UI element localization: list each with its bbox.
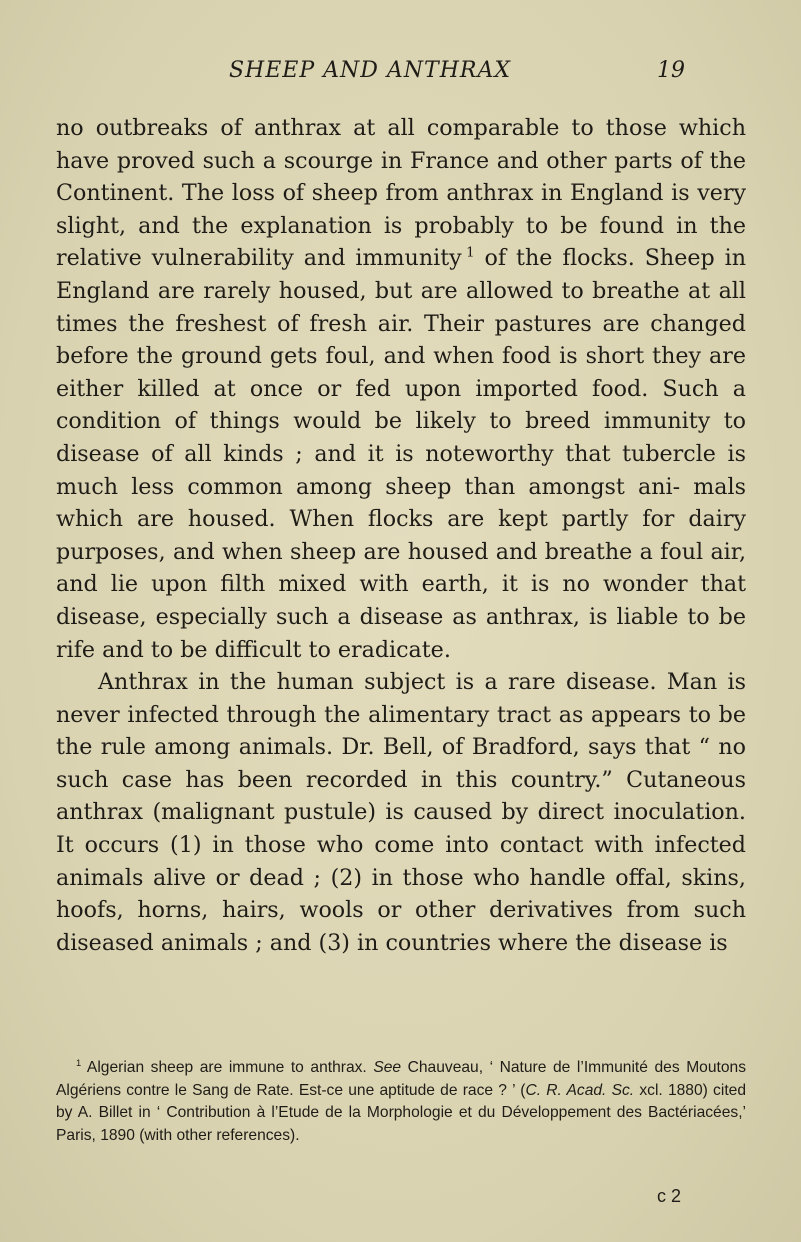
footnote-journal: C. R. Acad. Sc.: [525, 1081, 635, 1099]
footnote-see: See: [373, 1059, 402, 1076]
footnote-text-b: Chauveau, ‘ Nature de l’Immunité des Moutons Algériens contre le Sang de Rate. Est-ce une aptitude de race ? ’ (: [56, 1059, 747, 1099]
body-text: [56, 112, 746, 959]
footnotes: [56, 1057, 746, 1147]
paragraph-2: Anthrax in the human subject is a rare disease. Man is never infected through the alimentary tract as appears to be the rule among animals. Dr. Bell, of Bradford, says that “ no such case has been recorded in this country.” Cutaneous anthrax (malignant pustule) is caused by direct inoculation. It occurs (1) in those who come into contact with infected animals alive or dead ; (2) in those who handle offal, skins, hoofs, horns, hairs, wools or other derivatives from such diseased animals ; and (3) in countries where the disease is: [56, 669, 746, 956]
footnote-1: [56, 1057, 746, 1147]
page-number: 19: [657, 58, 685, 83]
footnote-text-a: Algerian sheep are immune to anthrax.: [81, 1059, 374, 1076]
paragraph-1-text-a: no outbreaks of anthrax at all comparable to those which have proved such a scourge in France and other parts of the Continent. The loss of sheep from anthrax in England is very slight, and the explanation is probably to be found in the relative vulnerability and immunity: [56, 115, 746, 272]
running-head: [0, 58, 801, 88]
footnote-marker: 1: [76, 1057, 82, 1068]
paragraph-1-text-b: of the flocks. Sheep in England are rarely housed, but are allowed to breathe at all times the freshest of fresh air. Their pastures are changed before the ground gets foul, and when food is short they are either killed at once or fed upon imported food. Such a condition of things would be likely to breed immunity to disease of all kinds ; and it is noteworthy that tubercle is much less common among sheep than amongst ani- mals which are housed. When flocks are kept partly for dairy purposes, and when sheep are housed and breathe a foul air, and lie upon filth mixed with earth, it is no wonder that disease, especially such a disease as anthrax, is liable to be rife and to be difficult to eradicate.: [56, 245, 746, 663]
running-title: SHEEP AND ANTHRAX: [228, 58, 512, 83]
footnote-text-c: xcl. 1880) cited by A. Billet in ‘ Contribution à l’Etude de la Morphologie et du Développement des Bactériacées,’ Paris, 1890 (with other references).: [56, 1081, 747, 1144]
footnote-reference: 1: [466, 245, 475, 261]
signature-mark: c 2: [656, 1186, 681, 1206]
paragraph-1: [56, 112, 746, 666]
